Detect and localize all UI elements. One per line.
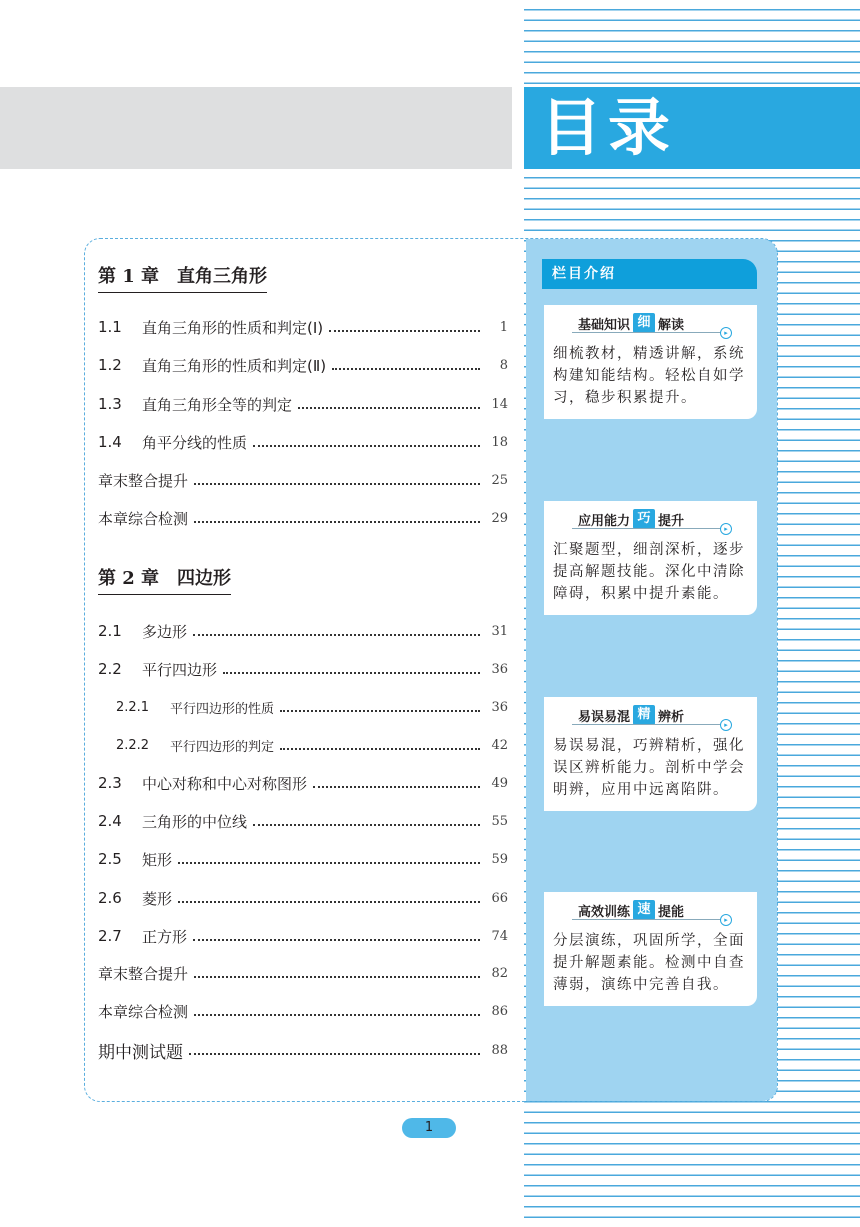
toc-entry-page: 1 [499, 319, 508, 335]
toc-entry-title: 菱形 [142, 889, 173, 908]
toc-entry-title: 矩形 [142, 850, 173, 869]
column-card [544, 697, 757, 811]
column-intro-header: 栏目介绍 [542, 259, 757, 289]
toc-entry-title: 章末整合提升 [98, 964, 189, 983]
toc-entry-number: 2.2 [98, 660, 122, 678]
toc-entry[interactable] [98, 430, 508, 454]
toc-entry-page: 29 [491, 510, 508, 526]
toc-entry-number: 2.4 [98, 812, 122, 830]
toc-entry-number: 2.5 [98, 850, 122, 868]
chapter-2-heading: 第 2 章 四边形 [98, 564, 231, 595]
card-underline [572, 919, 722, 920]
toc-entry-page: 86 [491, 1003, 508, 1019]
card-badge: 细 [633, 313, 655, 333]
toc-entry-title: 正方形 [142, 927, 188, 946]
toc-entry-title: 章末整合提升 [98, 471, 189, 490]
toc-entry-title: 直角三角形全等的判定 [142, 395, 293, 414]
card-badge: 速 [633, 900, 655, 920]
toc-entry-midterm[interactable] [98, 1038, 508, 1062]
dot-leader [298, 407, 480, 409]
toc-entry-page: 55 [491, 813, 508, 829]
column-card [544, 501, 757, 615]
card-label-left: 基础知识 [578, 317, 631, 333]
toc-entry[interactable] [98, 924, 508, 948]
page-title: 目录 [540, 91, 677, 164]
toc-entry-title: 平行四边形的判定 [170, 739, 275, 755]
toc-entry-summary[interactable] [98, 961, 508, 985]
toc-entry-number: 1.4 [98, 433, 122, 451]
toc-entry-page: 14 [491, 396, 508, 412]
toc-entry-number: 1.3 [98, 395, 122, 413]
dot-leader [193, 634, 480, 636]
toc-entry[interactable] [98, 315, 508, 339]
toc-entry-number: 2.2.2 [116, 737, 150, 753]
chevron-right-icon: ▸ [720, 523, 732, 535]
card-label-right: 辨析 [658, 709, 685, 725]
dot-leader [189, 1053, 480, 1055]
card-description: 分层演练，巩固所学，全面提升解题素能。检测中自查薄弱，演练中完善自我。 [553, 933, 745, 993]
toc-entry-number: 2.1 [98, 622, 122, 640]
toc-entry-page: 8 [499, 357, 508, 373]
toc-entry-title: 平行四边形 [142, 660, 218, 679]
toc-entry-title: 三角形的中位线 [142, 812, 248, 831]
chapter-1-heading: 第 1 章 直角三角形 [98, 262, 267, 293]
toc-entry[interactable] [98, 886, 508, 910]
dot-leader [223, 672, 480, 674]
card-description: 易误易混，巧辨精析，强化误区辨析能力。剖析中学会明辨，应用中远离陷阱。 [553, 738, 745, 798]
card-description: 细梳教材，精透讲解，系统构建知能结构。轻松自如学习，稳步积累提升。 [553, 346, 745, 406]
card-underline [572, 724, 722, 725]
toc-entry[interactable] [98, 657, 508, 681]
card-underline [572, 332, 722, 333]
card-heading [544, 697, 757, 727]
column-card [544, 892, 757, 1006]
card-label-right: 解读 [658, 317, 685, 333]
dot-leader [332, 368, 480, 370]
toc-subentry[interactable] [116, 695, 508, 719]
toc-entry-title: 直角三角形的性质和判定(Ⅱ) [142, 356, 327, 375]
dot-leader [253, 824, 480, 826]
chevron-right-icon: ▸ [720, 914, 732, 926]
chevron-right-icon: ▸ [720, 327, 732, 339]
dot-leader [193, 939, 480, 941]
card-badge: 巧 [633, 509, 655, 529]
card-heading [544, 305, 757, 335]
header-grey-bar [0, 87, 512, 169]
dot-leader [194, 1014, 480, 1016]
dot-leader [178, 862, 480, 864]
toc-entry-title: 平行四边形的性质 [170, 701, 275, 717]
dot-leader [178, 901, 480, 903]
card-underline [572, 528, 722, 529]
card-label-left: 应用能力 [578, 513, 631, 529]
card-description: 汇聚题型，细剖深析，逐步提高解题技能。深化中清除障碍，积累中提升素能。 [553, 542, 745, 602]
card-label-left: 易误易混 [578, 709, 631, 725]
toc-entry-summary[interactable] [98, 468, 508, 492]
toc-entry-page: 36 [491, 661, 508, 677]
dot-leader [280, 710, 480, 712]
toc-entry-test[interactable] [98, 506, 508, 530]
toc-entry-title: 中心对称和中心对称图形 [142, 774, 308, 793]
toc-entry-page: 31 [491, 623, 508, 639]
dot-leader [280, 748, 480, 750]
toc-entry-number: 2.2.1 [116, 699, 150, 715]
toc-entry-test[interactable] [98, 999, 508, 1023]
card-label-right: 提能 [658, 904, 685, 920]
dot-leader [194, 976, 480, 978]
toc-entry-number: 1.1 [98, 318, 122, 336]
toc-entry-page: 49 [491, 775, 508, 791]
toc-subentry[interactable] [116, 733, 508, 757]
toc-entry-page: 42 [491, 737, 508, 753]
toc-entry-title: 角平分线的性质 [142, 433, 248, 452]
toc-entry-number: 1.2 [98, 356, 122, 374]
toc-entry-page: 74 [491, 928, 508, 944]
toc-entry-number: 2.7 [98, 927, 122, 945]
column-card [544, 305, 757, 419]
dot-leader [253, 445, 480, 447]
toc-entry-title: 期中测试题 [98, 1042, 183, 1063]
toc-entry-page: 82 [491, 965, 508, 981]
toc-entry[interactable] [98, 809, 508, 833]
page-number: 1 [402, 1118, 456, 1138]
toc-entry-page: 36 [491, 699, 508, 715]
toc-entry-number: 2.6 [98, 889, 122, 907]
card-label-right: 提升 [658, 513, 685, 529]
dot-leader [313, 786, 480, 788]
toc-entry-number: 2.3 [98, 774, 122, 792]
toc-entry[interactable] [98, 353, 508, 377]
toc-entry-page: 88 [491, 1042, 508, 1058]
card-heading [544, 501, 757, 531]
toc-entry-page: 18 [491, 434, 508, 450]
toc-entry-title: 本章综合检测 [98, 1002, 189, 1021]
toc-entry-title: 直角三角形的性质和判定(Ⅰ) [142, 318, 324, 337]
toc-entry-title: 本章综合检测 [98, 509, 189, 528]
toc-entry[interactable] [98, 847, 508, 871]
card-heading [544, 892, 757, 922]
dot-leader [329, 330, 480, 332]
toc-entry-title: 多边形 [142, 622, 188, 641]
toc-entry[interactable] [98, 771, 508, 795]
toc-entry-page: 66 [491, 890, 508, 906]
card-label-left: 高效训练 [578, 904, 631, 920]
chevron-right-icon: ▸ [720, 719, 732, 731]
dot-leader [194, 483, 480, 485]
toc-entry-page: 25 [491, 472, 508, 488]
dot-leader [194, 521, 480, 523]
toc-entry[interactable] [98, 392, 508, 416]
toc-entry[interactable] [98, 619, 508, 643]
toc-entry-page: 59 [491, 851, 508, 867]
card-badge: 精 [633, 705, 655, 725]
